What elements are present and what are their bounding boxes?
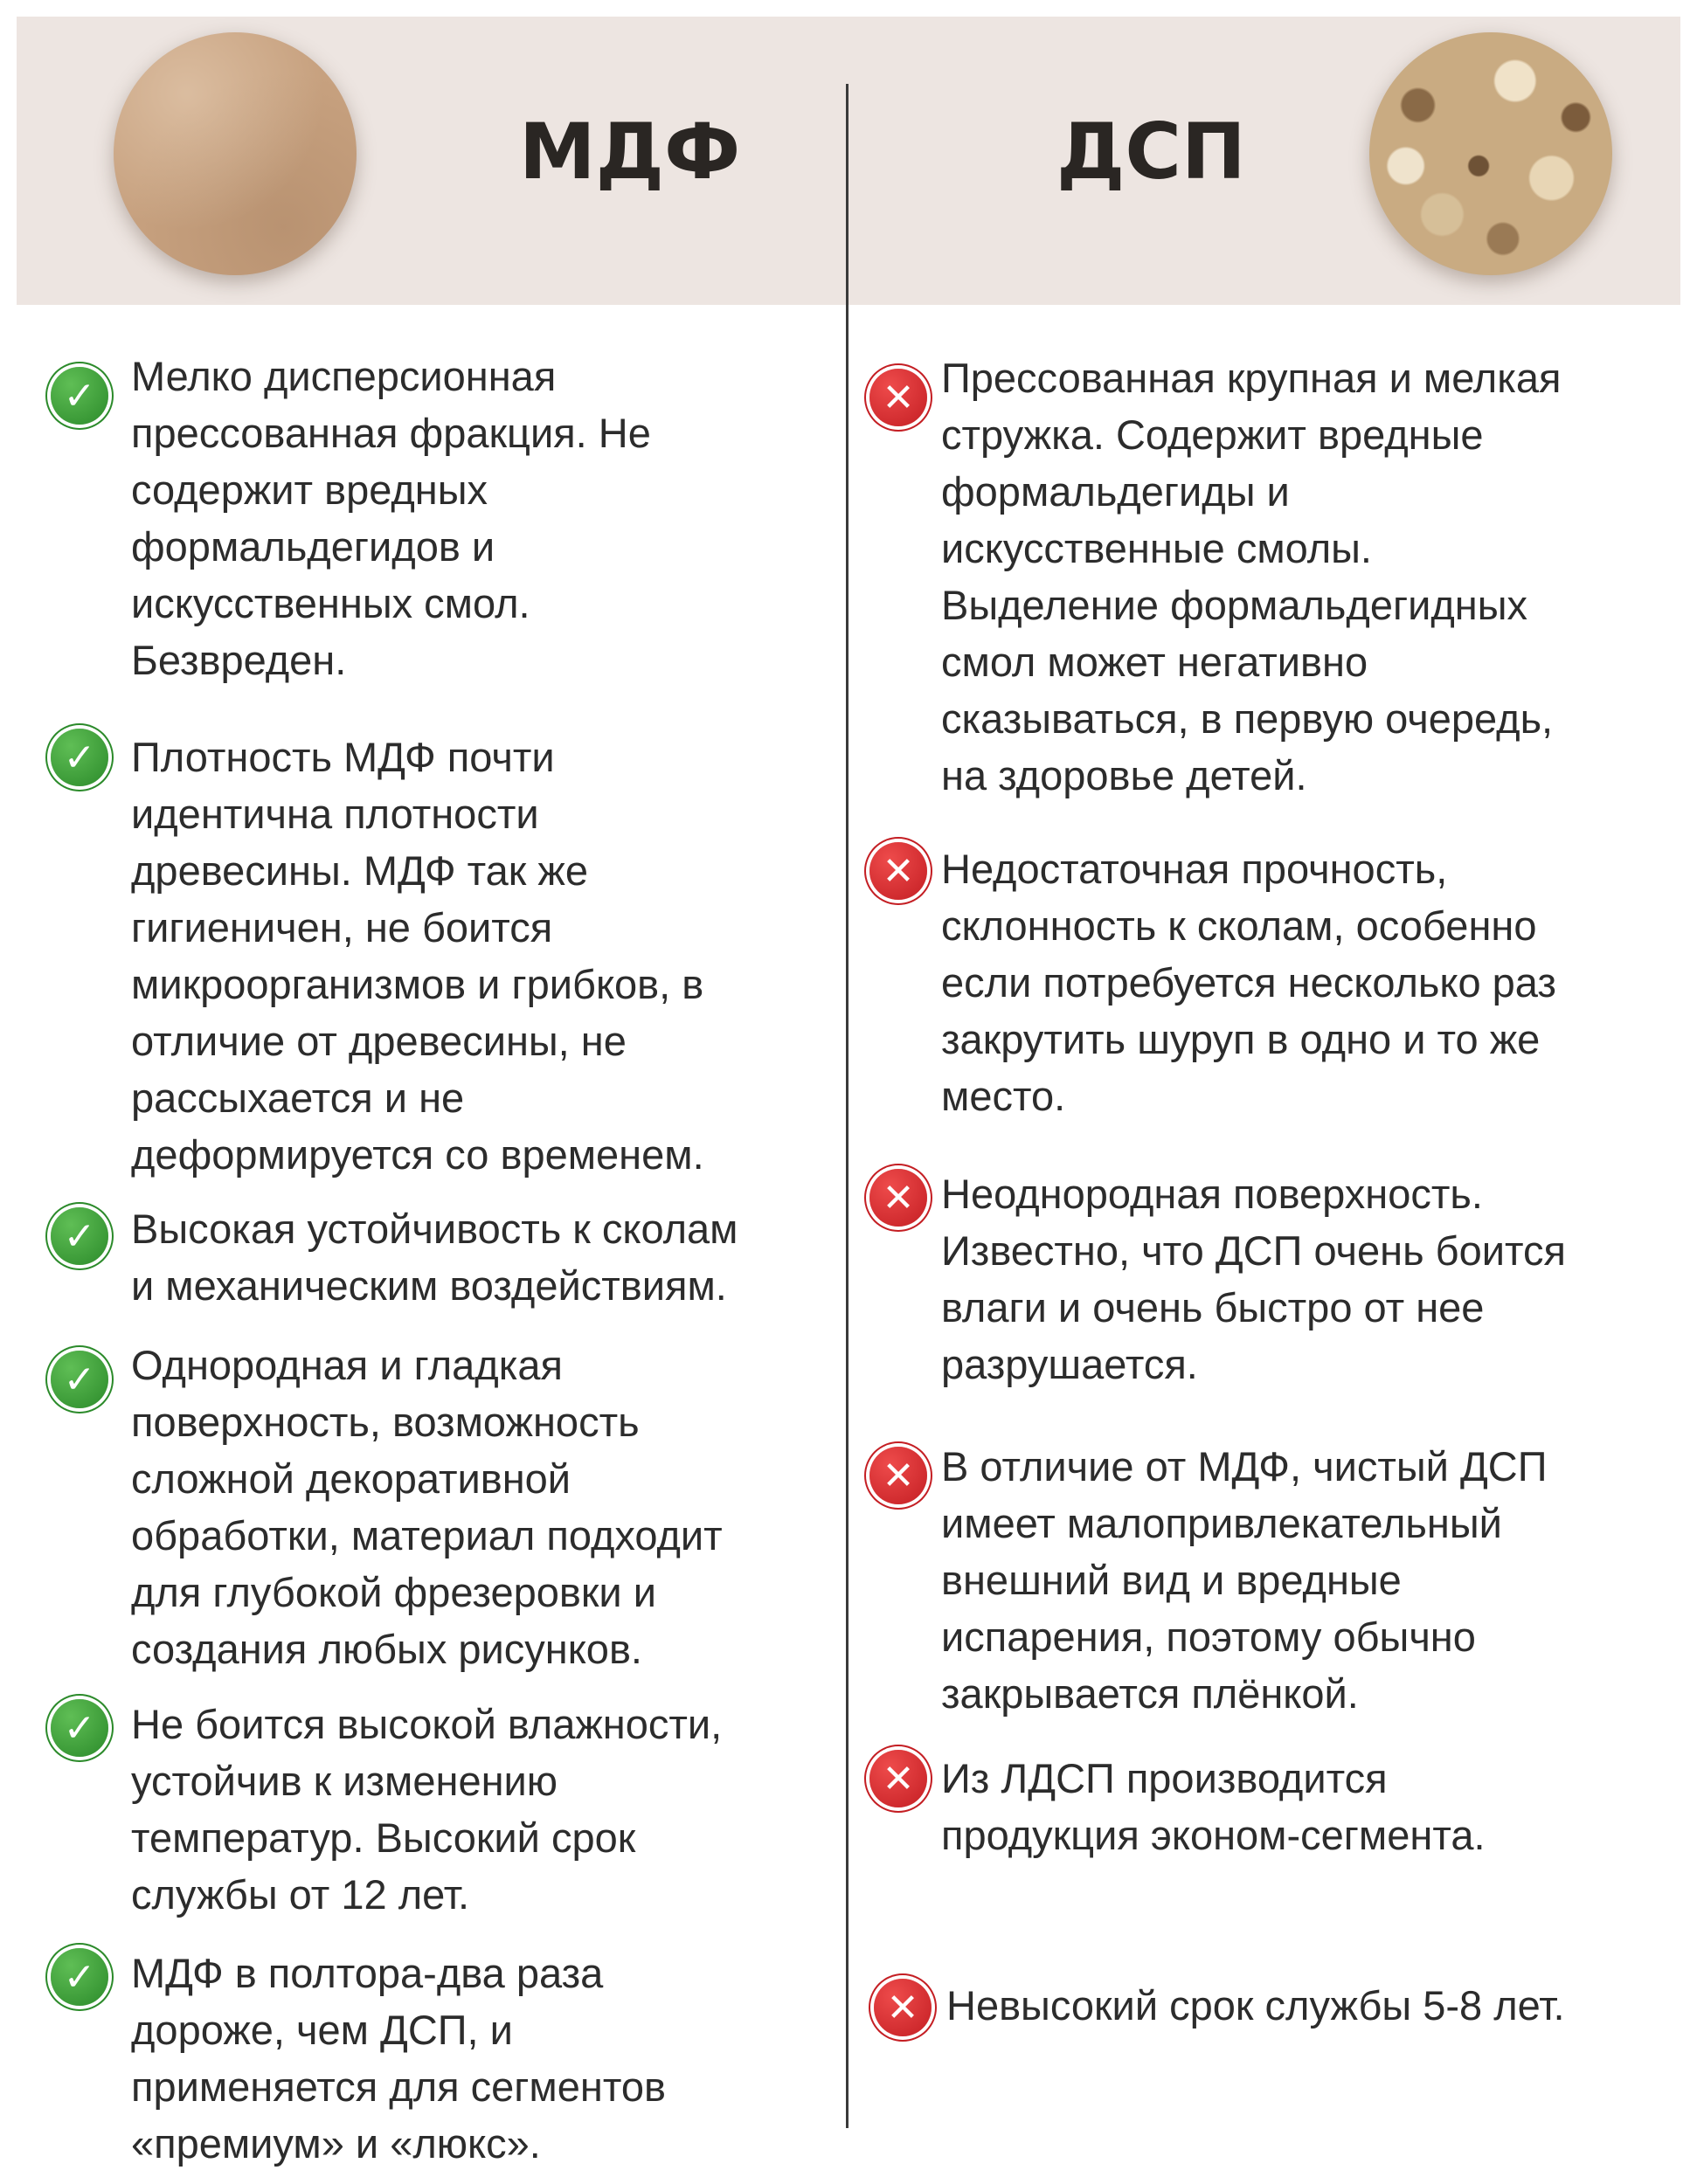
dsp-item	[886, 1977, 1675, 2034]
mdf-item	[63, 348, 830, 688]
mdf-item	[63, 1945, 830, 2172]
cross-icon: ✕	[869, 1447, 927, 1504]
cross-icon: ✕	[869, 842, 927, 900]
dsp-item-text: Из ЛДСП производится продукция эконом-сегмента.	[941, 1755, 1486, 1858]
mdf-item-text: Плотность МДФ почти идентична плотности древесины. МДФ так же гигиеничен, не боится микроорганизмов и грибков, в отличие от древесины, не рассыхается и не деформируется со временем.	[131, 734, 704, 1178]
dsp-item	[882, 349, 1675, 804]
check-icon: ✓	[51, 367, 108, 425]
column-divider	[846, 84, 848, 2128]
mdf-item-text: Высокая устойчивость к сколам и механическим воздействиям.	[131, 1206, 738, 1309]
dsp-item-text: Прессованная крупная и мелкая стружка. Содержит вредные формальдегиды и искусственные смолы. Выделение формальдегидных смол может негативно сказываться, в первую очередь, на здоровье детей.	[941, 355, 1562, 798]
dsp-texture-image	[1369, 32, 1612, 275]
check-icon: ✓	[51, 1207, 108, 1265]
dsp-item-text: Недостаточная прочность, склонность к сколам, особенно если потребуется несколько раз закрутить шуруп в одно и то же место.	[941, 846, 1556, 1119]
dsp-item	[882, 840, 1675, 1124]
cross-icon: ✕	[869, 369, 927, 426]
cross-icon: ✕	[869, 1750, 927, 1807]
mdf-item-text: Мелко дисперсионная прессованная фракция. Не содержит вредных формальдегидов и искусственных смол. Безвреден.	[131, 353, 651, 683]
check-icon: ✓	[51, 729, 108, 786]
check-icon: ✓	[51, 1948, 108, 2006]
mdf-texture-image	[114, 32, 357, 275]
check-icon: ✓	[51, 1699, 108, 1757]
dsp-column-title: ДСП	[1056, 107, 1246, 197]
mdf-column-title: МДФ	[519, 107, 741, 197]
dsp-item-text: В отличие от МДФ, чистый ДСП имеет малопривлекательный внешний вид и вредные испарения, поэтому обычно закрывается плёнкой.	[941, 1443, 1548, 1717]
comparison-header	[17, 17, 1680, 305]
cross-icon: ✕	[874, 1979, 932, 2036]
check-icon: ✓	[51, 1351, 108, 1408]
dsp-item-text: Неоднородная поверхность. Известно, что ДСП очень боится влаги и очень быстро от нее разрушается.	[941, 1171, 1566, 1387]
mdf-item-text: МДФ в полтора-два раза дороже, чем ДСП, и применяется для сегментов «премиум» и «люкс».	[131, 1950, 666, 2167]
mdf-item	[63, 1696, 830, 1923]
mdf-item	[63, 1200, 830, 1314]
dsp-item	[882, 1750, 1675, 1863]
dsp-item	[882, 1438, 1675, 1722]
mdf-item	[63, 1337, 830, 1677]
mdf-item	[63, 729, 830, 1183]
dsp-item	[882, 1165, 1675, 1393]
mdf-item-text: Однородная и гладкая поверхность, возможность сложной декоративной обработки, материал подходит для глубокой фрезеровки и создания любых рисунков.	[131, 1342, 723, 1672]
cross-icon: ✕	[869, 1169, 927, 1227]
dsp-item-text: Невысокий срок службы 5-8 лет.	[946, 1982, 1565, 2028]
mdf-item-text: Не боится высокой влажности, устойчив к изменению температур. Высокий срок службы от 12 лет.	[131, 1701, 723, 1918]
